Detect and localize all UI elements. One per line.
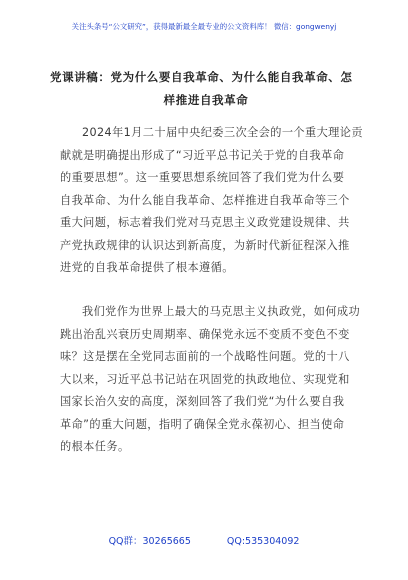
qq-number-text: QQ:535304092 bbox=[226, 536, 300, 547]
paragraph-line: 大以来，习近平总书记站在巩固党的执政地位、实现党和 bbox=[60, 372, 350, 386]
paragraph-line: 重大问题，标志着我们党对马克思主义政党建设规律、共 bbox=[60, 216, 350, 229]
paragraph-line: 革命”的重大问题，指明了确保全党永葆初心、担当使命 bbox=[60, 417, 345, 431]
paragraph-2 bbox=[60, 301, 360, 459]
header-banner: 关注头条号“公文研究”，获得最新最全最专业的公文资料库！ 微信：gongwenyj bbox=[71, 22, 337, 31]
paragraph-line: 味？这是摆在全党同志面前的一个战略性问题。党的十八 bbox=[60, 350, 350, 363]
paragraph-line: 国家长治久安的高度，深刻回答了我们党“为什么要自我 bbox=[60, 395, 345, 408]
paragraph-line: 献就是明确提出形成了“习近平总书记关于党的自我革命 bbox=[60, 148, 345, 162]
paragraph-line: 自我革命、为什么能自我革命、怎样推进自我革命等三个 bbox=[60, 193, 350, 207]
document-title bbox=[50, 66, 362, 112]
paragraph-1 bbox=[60, 122, 363, 280]
paragraph-line: 产党执政规律的认识达到新高度，为新时代新征程深入推 bbox=[60, 238, 350, 252]
paragraph-line: 的根本任务。 bbox=[60, 440, 130, 453]
paragraph-line: 跳出治乱兴衰历史周期率、确保党永远不变质不变色不变 bbox=[60, 327, 350, 341]
paragraph-line: 2024年1月二十届中央纪委三次全会的一个重大理论贡 bbox=[82, 126, 363, 139]
paragraph-line: 进党的自我革命提供了根本遵循。 bbox=[60, 261, 234, 274]
paragraph-line: 我们党作为世界上最大的马克思主义执政党，如何成功 bbox=[82, 305, 361, 318]
qq-group-text: QQ群：30265665 bbox=[108, 536, 191, 547]
paragraph-line: 的重要思想”。这一重要思想系统回答了我们党为什么要 bbox=[60, 171, 345, 184]
title-line-2: 样推进自我革命 bbox=[163, 93, 249, 107]
footer-contact bbox=[0, 536, 408, 548]
title-line-1: 党课讲稿：党为什么要自我革命、为什么能自我革命、怎 bbox=[50, 70, 353, 84]
